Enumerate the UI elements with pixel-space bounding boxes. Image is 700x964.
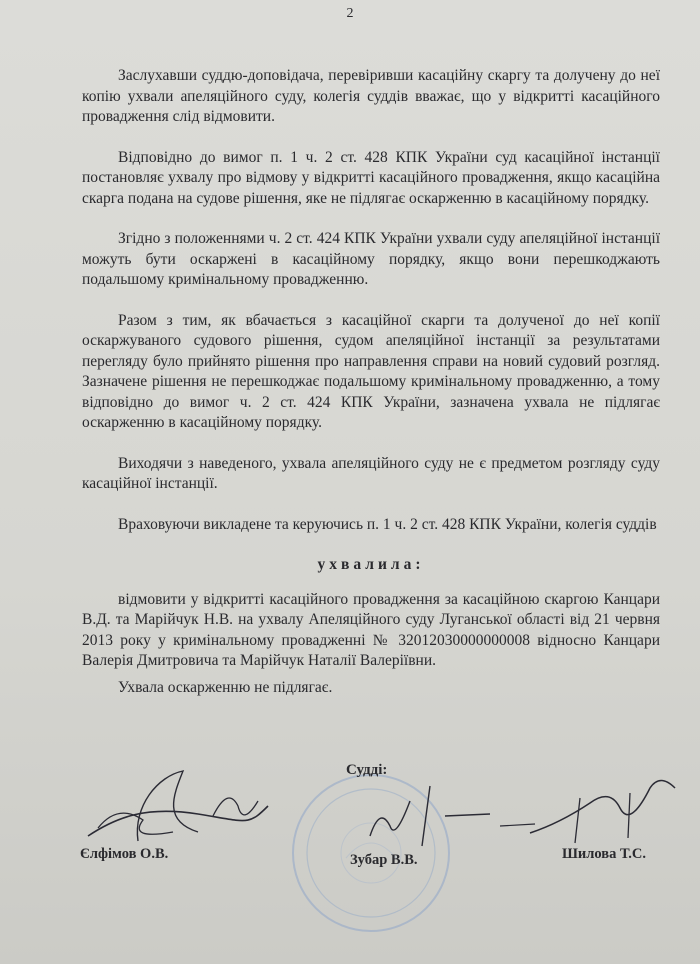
paragraph-4: Разом з тим, як вбачається з касаційної скарги та долученої до неї копії оскаржуваного судового рішення, судом апеляційної інстанції за результатами перегляду було прийнято рішення про направлення справи на новий судовий розгляд. Зазначене рішення не перешкоджає подальшому кримінальному провадженню, а тому відповідно до вимог ч. 2 ст. 424 КПК України, зазначена ухвала не підлягає оскарженню в касаційному порядку.	[82, 311, 660, 431]
signature-2	[360, 776, 540, 856]
judge-name-1: Єлфімов О.В.	[80, 846, 169, 862]
paragraph-6: Враховуючи викладене та керуючись п. 1 ч. 2 ст. 428 КПК України, колегія суддів	[118, 515, 657, 533]
judge-name-2: Зубар В.В.	[350, 852, 418, 868]
paragraph-5: Виходячи з наведеного, ухвала апеляційного суду не є предметом розгляду суду касаційної інстанції.	[82, 454, 660, 492]
page-number: 2	[346, 6, 354, 21]
paragraph-2: Відповідно до вимог п. 1 ч. 2 ст. 428 КПК України суд касаційної інстанції постановляє ухвалу про відмову у відкритті касаційного провадження, якщо касаційна скарга подана на судове рішення, яке не підлягає оскарженню в касаційному порядку.	[82, 148, 660, 207]
decision-title: ухвалила:	[317, 556, 425, 573]
paragraph-1: Заслухавши суддю-доповідача, перевіривши касаційну скаргу та долучену до неї копію ухвали апеляційного суду, колегія суддів вважає, що у відкритті касаційного провадження слід відмовити.	[82, 67, 660, 125]
paragraph-3: Згідно з положеннями ч. 2 ст. 424 КПК України ухвали суду апеляційної інстанції можуть бути оскаржені в касаційному порядку, якщо вони перешкоджають подальшому кримінальному провадженню.	[82, 230, 660, 288]
decision-text: відмовити у відкритті касаційного провадження за касаційною скаргою Канцари В.Д. та Марійчук Н.В. на ухвалу Апеляційного суду Луганської області від 21 червня 2013 року у кримінальному провадженні № 32012030000000008 відносно Канцари Валерія Дмитровича та Марійчук Наталії Валеріївни.	[82, 590, 660, 669]
document-body	[82, 66, 660, 718]
final-note: Ухвала оскарженню не підлягає.	[118, 678, 333, 696]
signature-block	[0, 760, 700, 964]
judge-name-3: Шилова Т.С.	[562, 846, 646, 862]
judges-label: Судді:	[346, 762, 388, 778]
signature-1	[78, 766, 278, 856]
